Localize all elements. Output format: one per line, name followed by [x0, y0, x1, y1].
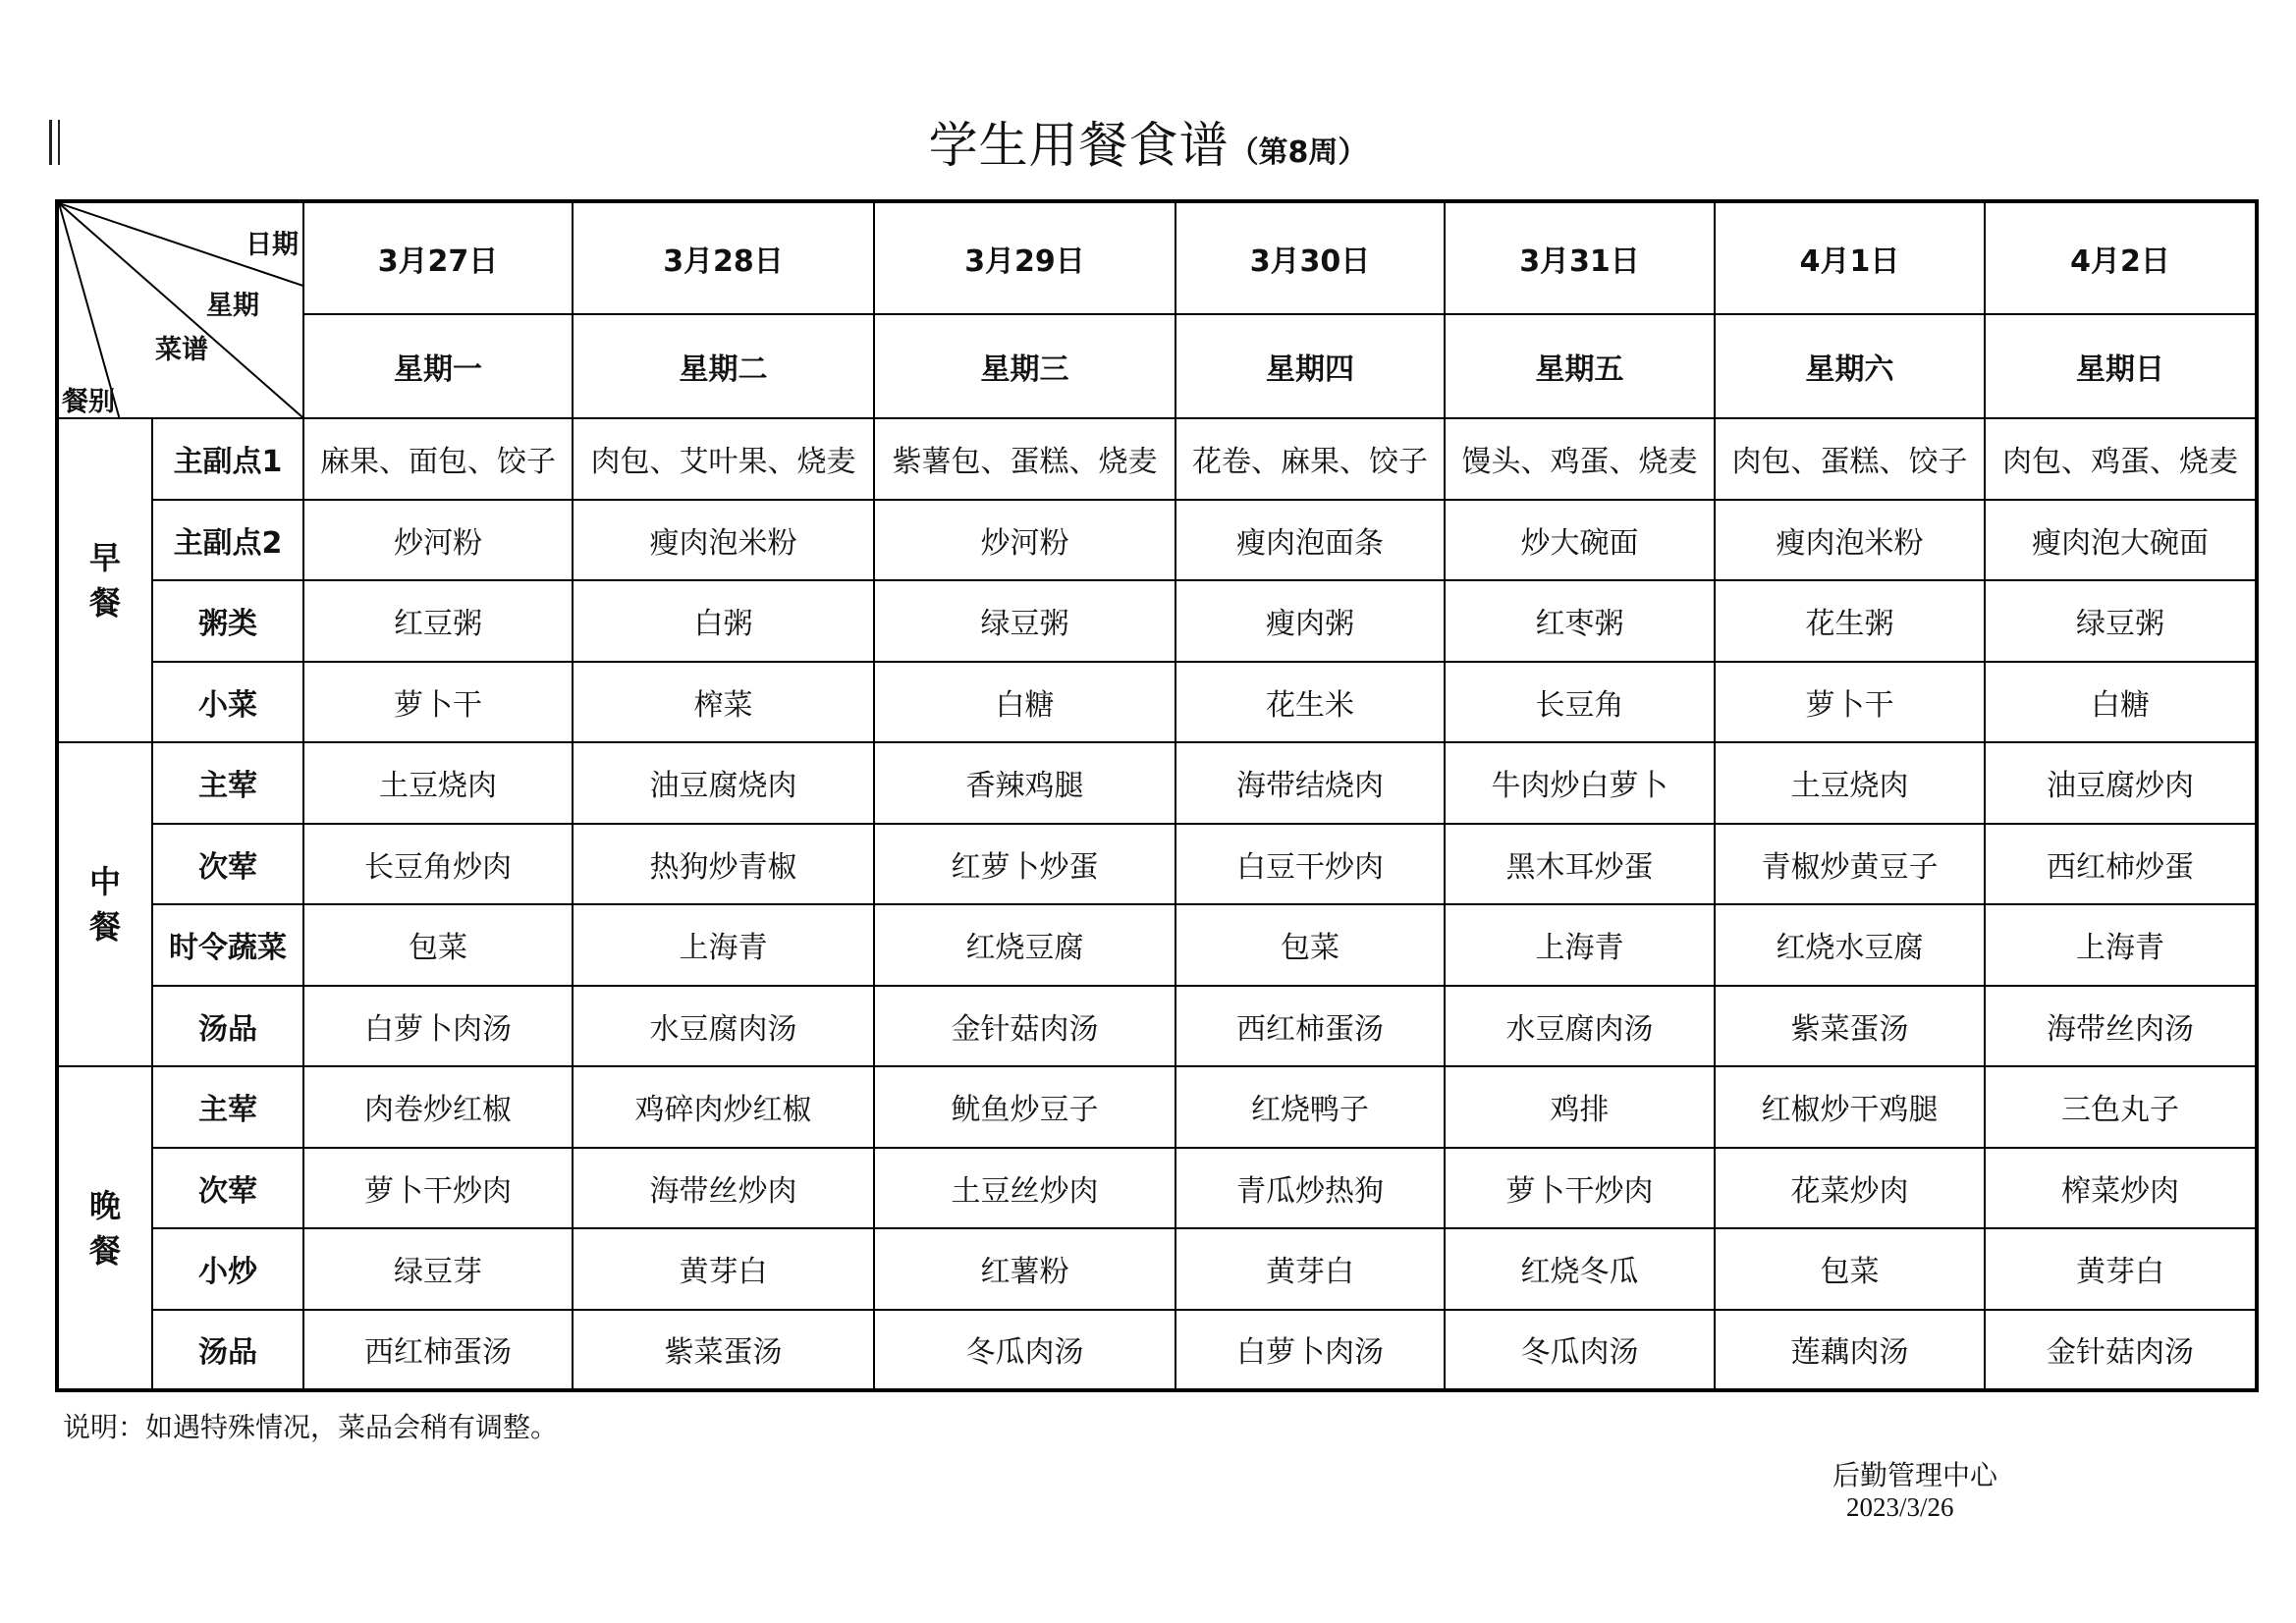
weekday-header-cell: 星期二: [573, 314, 874, 418]
dish-cell: 海带丝炒肉: [573, 1148, 874, 1229]
dish-cell: 土豆烧肉: [1715, 742, 1985, 824]
dish-cell: 包菜: [1175, 904, 1445, 986]
dish-cell: 鸡排: [1445, 1066, 1715, 1148]
dish-cell: 鸡碎肉炒红椒: [573, 1066, 874, 1148]
date-header-cell: 4月2日: [1985, 201, 2257, 314]
meal-name-char: 餐: [88, 1231, 121, 1270]
dish-cell: 西红柿蛋汤: [1175, 986, 1445, 1067]
footer-date: 2023/3/26: [1846, 1492, 1954, 1522]
dish-cell: 上海青: [1445, 904, 1715, 986]
dish-cell: 海带丝肉汤: [1985, 986, 2257, 1067]
date-header-cell: 3月31日: [1445, 201, 1715, 314]
dish-cell: 海带结烧肉: [1175, 742, 1445, 824]
date-header-cell: 3月30日: [1175, 201, 1445, 314]
dish-cell: 黄芽白: [1175, 1228, 1445, 1310]
dish-cell: 金针菇肉汤: [1985, 1310, 2257, 1391]
menu-row: [57, 1310, 2257, 1391]
date-header-cell: 4月1日: [1715, 201, 1985, 314]
corner-weekday-label: 星期: [206, 291, 259, 321]
dish-cell: 肉卷炒红椒: [303, 1066, 573, 1148]
dish-cell: 萝卜干炒肉: [303, 1148, 573, 1229]
dish-cell: 白萝卜肉汤: [1175, 1310, 1445, 1391]
dish-cell: 瘦肉泡大碗面: [1985, 500, 2257, 581]
dish-cell: 红薯粉: [874, 1228, 1175, 1310]
dish-cell: 红萝卜炒蛋: [874, 824, 1175, 905]
meal-name-cell: [57, 418, 152, 742]
menu-row: [57, 742, 2257, 824]
dish-cell: 莲藕肉汤: [1715, 1310, 1985, 1391]
dish-cell: 绿豆芽: [303, 1228, 573, 1310]
meal-name-char: 中: [88, 863, 121, 900]
dish-cell: 黄芽白: [573, 1228, 874, 1310]
dish-cell: 三色丸子: [1985, 1066, 2257, 1148]
weekday-header-cell: 星期日: [1985, 314, 2257, 418]
dish-cell: 香辣鸡腿: [874, 742, 1175, 824]
category-cell: 主副点1: [152, 418, 303, 500]
category-cell: 次荤: [152, 824, 303, 905]
dish-cell: 红枣粥: [1445, 580, 1715, 662]
meal-name-char: 餐: [88, 908, 121, 946]
category-cell: 汤品: [152, 1310, 303, 1391]
dish-cell: 黑木耳炒蛋: [1445, 824, 1715, 905]
dish-cell: 萝卜干: [1715, 662, 1985, 743]
category-cell: 主荤: [152, 742, 303, 824]
dish-cell: 包菜: [1715, 1228, 1985, 1310]
dish-cell: 肉包、蛋糕、饺子: [1715, 418, 1985, 500]
category-cell: 粥类: [152, 580, 303, 662]
dish-cell: 西红柿蛋汤: [303, 1310, 573, 1391]
corner-header-cell: [57, 201, 303, 418]
menu-row: [57, 500, 2257, 581]
dish-cell: 上海青: [573, 904, 874, 986]
dish-cell: 萝卜干炒肉: [1445, 1148, 1715, 1229]
dish-cell: 花卷、麻果、饺子: [1175, 418, 1445, 500]
menu-row: [57, 418, 2257, 500]
dish-cell: 紫薯包、蛋糕、烧麦: [874, 418, 1175, 500]
dish-cell: 土豆烧肉: [303, 742, 573, 824]
dish-cell: 馒头、鸡蛋、烧麦: [1445, 418, 1715, 500]
dish-cell: 土豆丝炒肉: [874, 1148, 1175, 1229]
dish-cell: 白糖: [1985, 662, 2257, 743]
category-cell: 汤品: [152, 986, 303, 1067]
dish-cell: 白豆干炒肉: [1175, 824, 1445, 905]
dish-cell: 瘦肉泡米粉: [573, 500, 874, 581]
dish-cell: 肉包、艾叶果、烧麦: [573, 418, 874, 500]
date-header-cell: 3月28日: [573, 201, 874, 314]
dish-cell: 西红柿炒蛋: [1985, 824, 2257, 905]
menu-row: [57, 824, 2257, 905]
dish-cell: 紫菜蛋汤: [573, 1310, 874, 1391]
dish-cell: 炒大碗面: [1445, 500, 1715, 581]
corner-date-label: 日期: [246, 230, 299, 260]
dish-cell: 花生米: [1175, 662, 1445, 743]
date-row: [57, 201, 2257, 314]
dish-cell: 鱿鱼炒豆子: [874, 1066, 1175, 1148]
dish-cell: 麻果、面包、饺子: [303, 418, 573, 500]
meal-name-cell: [57, 1066, 152, 1390]
dish-cell: 炒河粉: [303, 500, 573, 581]
category-cell: 主荤: [152, 1066, 303, 1148]
dish-cell: 红椒炒干鸡腿: [1715, 1066, 1985, 1148]
menu-row: [57, 662, 2257, 743]
dish-cell: 萝卜干: [303, 662, 573, 743]
weekday-header-cell: 星期三: [874, 314, 1175, 418]
dish-cell: 绿豆粥: [1985, 580, 2257, 662]
corner-meal-label: 餐别: [62, 387, 115, 417]
footer-department: 后勤管理中心: [1832, 1459, 1998, 1491]
category-cell: 小炒: [152, 1228, 303, 1310]
dish-cell: 绿豆粥: [874, 580, 1175, 662]
dish-cell: 肉包、鸡蛋、烧麦: [1985, 418, 2257, 500]
dish-cell: 红烧冬瓜: [1445, 1228, 1715, 1310]
dish-cell: 花菜炒肉: [1715, 1148, 1985, 1229]
menu-table: [55, 199, 2259, 1392]
dish-cell: 白糖: [874, 662, 1175, 743]
dish-cell: 红烧豆腐: [874, 904, 1175, 986]
weekday-header-cell: 星期一: [303, 314, 573, 418]
title-main: 学生用餐食谱: [928, 117, 1230, 174]
dish-cell: 白粥: [573, 580, 874, 662]
category-cell: 时令蔬菜: [152, 904, 303, 986]
menu-row: [57, 1148, 2257, 1229]
dish-cell: 白萝卜肉汤: [303, 986, 573, 1067]
dish-cell: 长豆角: [1445, 662, 1715, 743]
menu-row: [57, 1228, 2257, 1310]
dish-cell: 冬瓜肉汤: [874, 1310, 1175, 1391]
weekday-header-cell: 星期四: [1175, 314, 1445, 418]
menu-row: [57, 986, 2257, 1067]
meal-name-char: 餐: [88, 584, 121, 622]
weekday-header-cell: 星期五: [1445, 314, 1715, 418]
dish-cell: 长豆角炒肉: [303, 824, 573, 905]
date-header-cell: 3月27日: [303, 201, 573, 314]
dish-cell: 热狗炒青椒: [573, 824, 874, 905]
weekday-row: [57, 314, 2257, 418]
dish-cell: 包菜: [303, 904, 573, 986]
dish-cell: 青瓜炒热狗: [1175, 1148, 1445, 1229]
dish-cell: 榨菜炒肉: [1985, 1148, 2257, 1229]
dish-cell: 红烧鸭子: [1175, 1066, 1445, 1148]
category-cell: 小菜: [152, 662, 303, 743]
dish-cell: 金针菇肉汤: [874, 986, 1175, 1067]
dish-cell: 黄芽白: [1985, 1228, 2257, 1310]
week-label: （第8周）: [1229, 135, 1368, 170]
page-title: [0, 106, 2296, 177]
dish-cell: 瘦肉粥: [1175, 580, 1445, 662]
dish-cell: 瘦肉泡面条: [1175, 500, 1445, 581]
dish-cell: 青椒炒黄豆子: [1715, 824, 1985, 905]
dish-cell: 炒河粉: [874, 500, 1175, 581]
dish-cell: 水豆腐肉汤: [1445, 986, 1715, 1067]
dish-cell: 榨菜: [573, 662, 874, 743]
dish-cell: 牛肉炒白萝卜: [1445, 742, 1715, 824]
weekday-header-cell: 星期六: [1715, 314, 1985, 418]
dish-cell: 红烧水豆腐: [1715, 904, 1985, 986]
meal-name-char: 早: [88, 539, 121, 576]
dish-cell: 瘦肉泡米粉: [1715, 500, 1985, 581]
dish-cell: 油豆腐烧肉: [573, 742, 874, 824]
dish-cell: 冬瓜肉汤: [1445, 1310, 1715, 1391]
date-header-cell: 3月29日: [874, 201, 1175, 314]
category-cell: 主副点2: [152, 500, 303, 581]
menu-row: [57, 580, 2257, 662]
corner-menu-label: 菜谱: [155, 335, 208, 365]
dish-cell: 红豆粥: [303, 580, 573, 662]
menu-row: [57, 904, 2257, 986]
dish-cell: 紫菜蛋汤: [1715, 986, 1985, 1067]
dish-cell: 上海青: [1985, 904, 2257, 986]
dish-cell: 水豆腐肉汤: [573, 986, 874, 1067]
note-text: 说明：如遇特殊情况，菜品会稍有调整。: [63, 1411, 559, 1443]
dish-cell: 油豆腐炒肉: [1985, 742, 2257, 824]
meal-name-cell: [57, 742, 152, 1066]
dish-cell: 花生粥: [1715, 580, 1985, 662]
menu-row: [57, 1066, 2257, 1148]
category-cell: 次荤: [152, 1148, 303, 1229]
meal-name-char: 晚: [88, 1186, 121, 1224]
